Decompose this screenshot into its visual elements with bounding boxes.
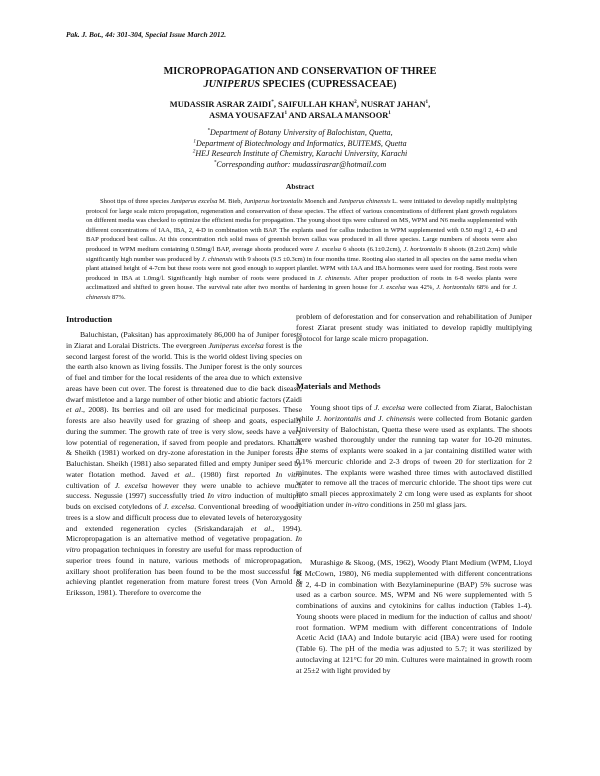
author-name: ASMA YOUSAFZAI [209, 111, 285, 120]
text-run: were collected from Ziarat, Balochistan while [296, 403, 532, 423]
italic-term: In vitro [207, 491, 232, 501]
italic-term: J. horizontalis and J. chinensis [315, 413, 416, 423]
affiliation-2-text: Department of Biotechnology and Informatics, BUITEMS, Quetta [195, 138, 407, 148]
italic-term: J. excelsa [315, 245, 341, 253]
text-run: was 42%, [405, 284, 437, 292]
introduction-text [66, 330, 302, 599]
italic-term: J. horizontalis [436, 284, 475, 292]
text-run: propagation techniques in forestry are useful for mass reproduction of superior trees found in nature, various methods of micropropagation, axillary shoot proliferation has been found to be the most successful for achieving plantlet regeneration from mature forest trees (Von Arnold & Eriksson, 1981). Therefore to overcome the [66, 545, 302, 597]
title-line-2-rest: SPECIES (CUPRESSACEAE) [260, 78, 397, 90]
affiliation-1 [60, 128, 540, 139]
text-run: ., 1994). Micropropagation is an alternative method of vegetative propagation. [66, 523, 302, 544]
italic-term: In vitro [66, 534, 302, 554]
italic-term: Juniperus horizontalis [243, 198, 303, 205]
introduction-heading: Introduction [66, 314, 113, 324]
text-run: induction of multiple buds on excised cotyledons of [66, 491, 302, 511]
affiliation-3-text: HEJ Research Institute of Chemistry, Karachi University, Karachi [195, 149, 408, 159]
abstract-heading: Abstract [285, 182, 315, 191]
title-line-1: MICROPROPAGATION AND CONSERVATION OF THREE [163, 66, 437, 77]
corresponding-text: Corresponding author: mudassirasrar@hotmail.com [216, 159, 387, 169]
italic-term: J. chinensis [86, 284, 518, 301]
italic-term: J. horizontalis [403, 245, 442, 253]
text-run: however they were unable to achieve much success. Negussie (1997) successfully tried [66, 480, 303, 501]
italic-term: J. excelsa [163, 502, 195, 511]
affiliation-3 [60, 149, 540, 160]
abstract-text [86, 197, 517, 303]
introduction-continuation: problem of deforestation and for conservation and rehabilitation of Juniper forest Ziarat present study was initiated to develop rapidly multiplying protocol for large scale micro propagation. [296, 312, 532, 343]
italic-term: J. excelsa [114, 480, 148, 490]
text-run: Shoot tips of three species [100, 198, 171, 205]
text-run: 8 shoots (8.2±0.2cm) while significantly high number was produced by [86, 245, 518, 263]
affiliation-1-text: Department of Botany University of Balochistan, Quetta, [209, 128, 393, 137]
methods-heading: Materials and Methods [296, 381, 381, 391]
text-run: 68% and for [474, 284, 513, 292]
italic-term: J. chinensis [201, 255, 233, 263]
methods-paragraph-1 [296, 403, 532, 511]
affiliation-2-mark: 1 [193, 137, 196, 144]
author-name: AND ARSALA MANSOOR [287, 111, 389, 120]
text-run: .. (1980) first reported [191, 469, 276, 479]
paper-title [60, 66, 540, 91]
italic-term: J. excelsa [374, 403, 405, 412]
author-affiliation-mark: 1 [284, 110, 288, 117]
italic-term: J. chinensis [317, 274, 350, 282]
affiliation-1-mark: * [207, 127, 210, 134]
italic-term: et al [174, 469, 192, 479]
journal-header: Pak. J. Bot., 44: 301-304, Special Issue March 2012. [66, 30, 227, 39]
text-run: with 9 shoots (9.5 ±0.3cm) in four months time. Rooting also started in all species on the same media when plant attained height of 4-7cm but these roots were not good enough to support plantlet. WPM with IAA and IBA hormones were used for rooting. Best roots were produced in IBA at 1.0mg/l. Significantly high number of roots were produced in [86, 255, 517, 282]
author-affiliation-mark: 1 [388, 110, 391, 117]
text-run: Baluchistan, (Paksitan) has approximately 86,000 ha of Juniper forests in Ziarat and Loralai Districts. The evergreen [66, 330, 302, 350]
text-run: Young shoot tips of [310, 403, 375, 412]
methods-paragraph-2 [296, 558, 532, 676]
affiliation-3-mark: 2 [192, 148, 196, 155]
text-run: were collected from Botanic garden University of Balochistan, Quetta these were used as explants. The shoots were washed thoroughly under the running tap water for 10-20 minutes. The stems of explants were soaked in a jar containing distilled water with 0.1% mercuric chloride and 2-3 drops of tween 20 for sterlization for 2 minutes. The explants were washed three times with autoclaved distilled water to remove all the traces of mercuric chloride. The shoot tips were cut into small pieces approximately 2 cm long were used as explants for shoot initiation under [296, 413, 533, 509]
text-run: conditions in 250 ml glass jars. [368, 499, 467, 509]
title-line-2 [60, 79, 540, 92]
text-run: L. were initiated to develop rapidly multiplying protocol for large scale micro propagation, regeneration and conservation of these species. The effect of various concentrations of different plant growth regulators on different media was checked to optimize the efficient media for propagation. The young shoot tips were cultured on MS, WPM and N6 media supplemented with different concentrations of IAA, IBA, 2, 4-D in combination with BAP. The explants used for callus induction in WPM supplemented with 0.50 mg/l 2, 4-D and BAP produced best callus. At this concentration rich solid mass of greenish brown callus was produced in all three species. Large numbers of shoots were also produced in WPM medium containing 0.50mg/l BAP, average shoots produced were [86, 198, 517, 253]
text-run: M. Bieb, [217, 198, 244, 205]
text-run: forest is the second largest forest of the world. This is the world oldest living species on the earth also known as living fossils. The Juniper forest is the only sources of fuel and timber for the local residents of the area due to which extensive areas have been cut over. The forest is threatened due to die back disease, dwarf mistletoe and a large number of other biotic and abiotic factors (Zaidi [66, 340, 302, 404]
text-run: Moench and [302, 198, 339, 205]
title-genus: JUNIPERUS [203, 78, 261, 90]
italic-term: In vitro [275, 469, 302, 479]
text-run: 6 shoots (6.1±0.2cm), [340, 245, 404, 253]
italic-term: Juniperus chinensis [338, 198, 391, 205]
author-name: MUDASSIR ASRAR ZAIDI [169, 100, 272, 109]
text-run: . Conventional breeding of woody trees is a slow and difficult process due to elevated levels of heterozygosity and extended regeneration cycles (Sriskandarajah [66, 502, 302, 533]
corresponding-mark: * [213, 159, 217, 166]
corresponding-author [60, 160, 540, 171]
author-affiliation-mark: 1 [425, 99, 429, 106]
italic-term: J. excelsa [379, 284, 406, 292]
author-list [60, 99, 540, 121]
text-run: . After proper production of roots in 6-8 weeks plants were acclimatized and shifted to green house. The survival rate after two months of hardening in green house for [86, 274, 517, 292]
italic-term: Juniperus excelsa [208, 340, 264, 350]
authors-line-1 [60, 99, 540, 110]
author-name: , NUSRAT JAHAN [356, 100, 426, 109]
authors-line-2 [60, 110, 540, 121]
italic-term: Juniperus excelsa [170, 198, 218, 205]
author-name: , SAIFULLAH KHAN [273, 100, 355, 109]
italic-term: et al [250, 523, 271, 533]
author-affiliation-mark: 2 [354, 99, 357, 106]
text-run: 87%. [110, 293, 126, 301]
text-run: Murashige & Skoog, (MS, 1962), Woody Plant Medium (WPM, Lloyd & McCown, 1980), N6 media supplemented with different concentrations of 2, 4-D in combination with Bezylaminepurine (BAP) 5% sucrose was used as a carbon source. MS, WPM and N6 were supplemented with 5 combinations of auxins and cytokinins for callus induction (Tables 1-4). Young shoots were placed in medium for the induction of callus and shoot/ root formation. WPM medium with different concentrations of Indole Acetic Acid (IAA) and Indole butaryic acid (IBA) were used for rooting (Table 6). The pH of the media was adjusted to 5.7; it was sterilized by autoclaving at 121°C for 20 min. Cultures were maintained in growth room at 25±2 with light provided by [296, 558, 532, 675]
italic-term: in-vitro [345, 499, 369, 509]
affiliation-2 [60, 139, 540, 150]
author-name: , [428, 100, 431, 109]
author-affiliation-mark: * [271, 99, 274, 106]
affiliations [60, 128, 540, 170]
italic-term: et al [66, 405, 82, 415]
text-run: ., 2008). Its berries and oil are used for medicinal purposes. These forests are also heavily used for grazing of sheep and goats, especially during the summer. The growth rate of tree is very slow, seeds have a very low potential of regeneration, if saved from people and predators. Khattak & Sheikh (1981) worked on dry-zone aforestation in the Juniper forests of Baluchistan. Sheikh (1981) also separated filled and empty Juniper seed by water flotation method. Javed [66, 405, 303, 479]
text-run: cultivation of [66, 480, 115, 490]
